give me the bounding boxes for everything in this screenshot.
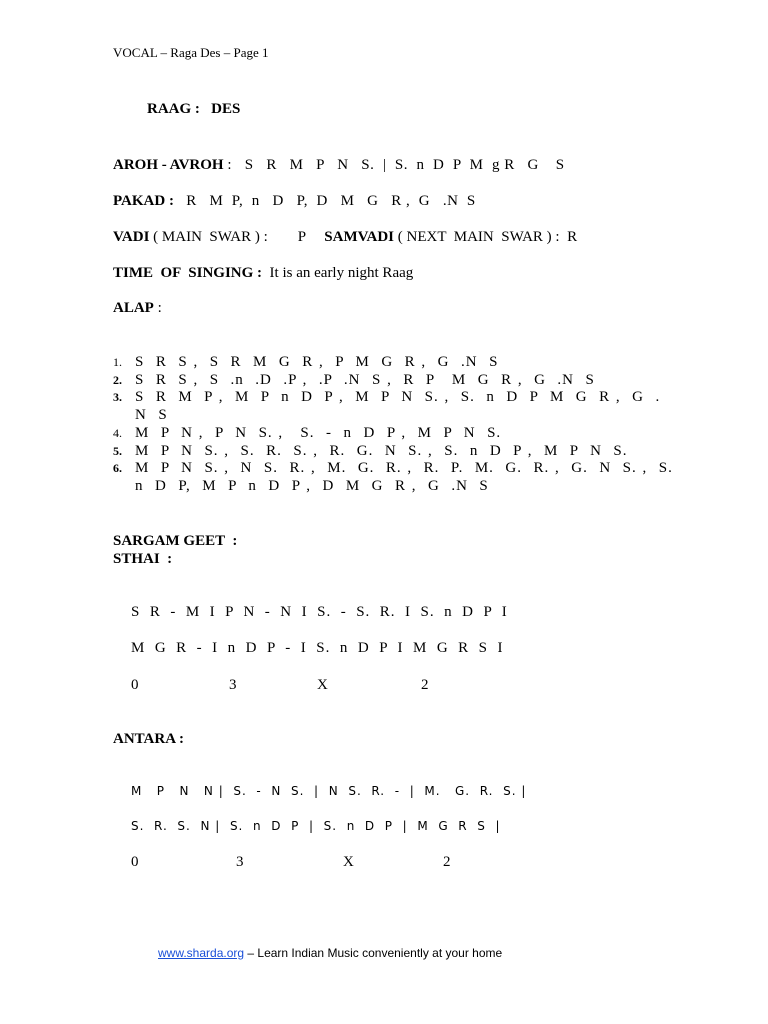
- alap-item-text: S R S , S .n .D .P , .P .N S , R P M G R , G .N S: [135, 371, 595, 388]
- footer-tagline: – Learn Indian Music conveniently at your home: [244, 946, 503, 960]
- antara-row: M P N N | S. - N S. | N S. R. - | M. G. R. S. |: [131, 784, 527, 798]
- alap-item-text: M P N S. , N S. R. , M. G. R. , R. P. M. G. R. , G. N S. , S. n D P, M P n D P , D M G R , G .N S: [135, 460, 685, 494]
- raag-title: [147, 101, 240, 118]
- alap-item: [113, 372, 673, 390]
- antara-heading: ANTARA :: [113, 731, 184, 747]
- sthai-row: S R - M I P N - N I S. - S. R. I S. n D P I: [131, 604, 508, 620]
- alap-item-number: 6.: [113, 461, 122, 476]
- alap-item-text: M P N , P N S. , S. - n D P , M P N S.: [135, 424, 502, 441]
- antara-taal-mark: 2: [443, 854, 451, 870]
- antara-row: S. R. S. N | S. n D P | S. n D P | M G R S |: [131, 819, 501, 833]
- sthai-heading: STHAI :: [113, 551, 173, 567]
- sthai-taal-mark: X: [317, 677, 328, 693]
- time-value: It is an early night Raag: [262, 265, 414, 281]
- alap-heading: [113, 300, 162, 317]
- sargam-geet-heading: SARGAM GEET :: [113, 533, 238, 549]
- alap-item-text: S R S , S R M G R , P M G R , G .N S: [135, 354, 499, 370]
- vadi-value: ( MAIN SWAR ) : P: [149, 229, 325, 245]
- alap-list: [113, 354, 685, 496]
- alap-item-number: 5.: [113, 443, 122, 458]
- vadi-label: VADI: [113, 229, 150, 245]
- sthai-taal-mark: 3: [229, 677, 237, 693]
- raag-name: DES: [211, 101, 241, 117]
- raag-label: RAAG :: [147, 101, 200, 117]
- page-footer: [158, 946, 502, 960]
- sthai-taal-mark: 2: [421, 677, 429, 693]
- sthai-taal-mark: 0: [131, 677, 139, 693]
- alap-item: [113, 443, 673, 461]
- alap-item-number: 1.: [113, 355, 122, 369]
- alap-item: [113, 389, 673, 424]
- alap-item: [113, 425, 673, 443]
- page-header: VOCAL – Raga Des – Page 1: [113, 45, 269, 60]
- alap-colon: :: [153, 300, 162, 316]
- pakad-line: [113, 193, 476, 210]
- aroh-avroh-label: AROH - AVROH: [113, 157, 224, 173]
- alap-label: ALAP: [113, 300, 154, 316]
- samvadi-value: ( NEXT MAIN SWAR ) : R: [394, 229, 578, 245]
- aroh-avroh-notes: : S R M P N S. | S. n D P M g R G S: [227, 157, 565, 173]
- alap-item: [113, 354, 673, 372]
- antara-taal-mark: 3: [236, 854, 244, 870]
- alap-item-number: 3.: [113, 390, 122, 405]
- sthai-row: M G R - I n D P - I S. n D P I M G R S I: [131, 640, 504, 656]
- alap-item: [113, 460, 685, 495]
- sharda-link[interactable]: www.sharda.org: [158, 946, 245, 960]
- aroh-avroh-line: [113, 157, 565, 174]
- antara-taal-mark: 0: [131, 854, 139, 870]
- alap-item-text: M P N S. , S. R. S. , R. G. N S. , S. n D P , M P N S.: [135, 442, 628, 459]
- alap-item-text: S R M P , M P n D P , M P N S. , S. n D P M G R , G . N S: [135, 389, 672, 424]
- alap-item-number: 2.: [113, 372, 122, 387]
- pakad-label: PAKAD :: [113, 193, 174, 209]
- time-of-singing-line: [113, 265, 413, 282]
- time-label: TIME OF SINGING :: [113, 265, 263, 281]
- pakad-notes: R M P, n D P, D M G R , G .N S: [177, 193, 476, 209]
- samvadi-label: SAMVADI: [324, 229, 395, 245]
- vadi-line: [113, 229, 577, 246]
- antara-taal-mark: X: [343, 854, 354, 870]
- alap-item-number: 4.: [113, 425, 122, 440]
